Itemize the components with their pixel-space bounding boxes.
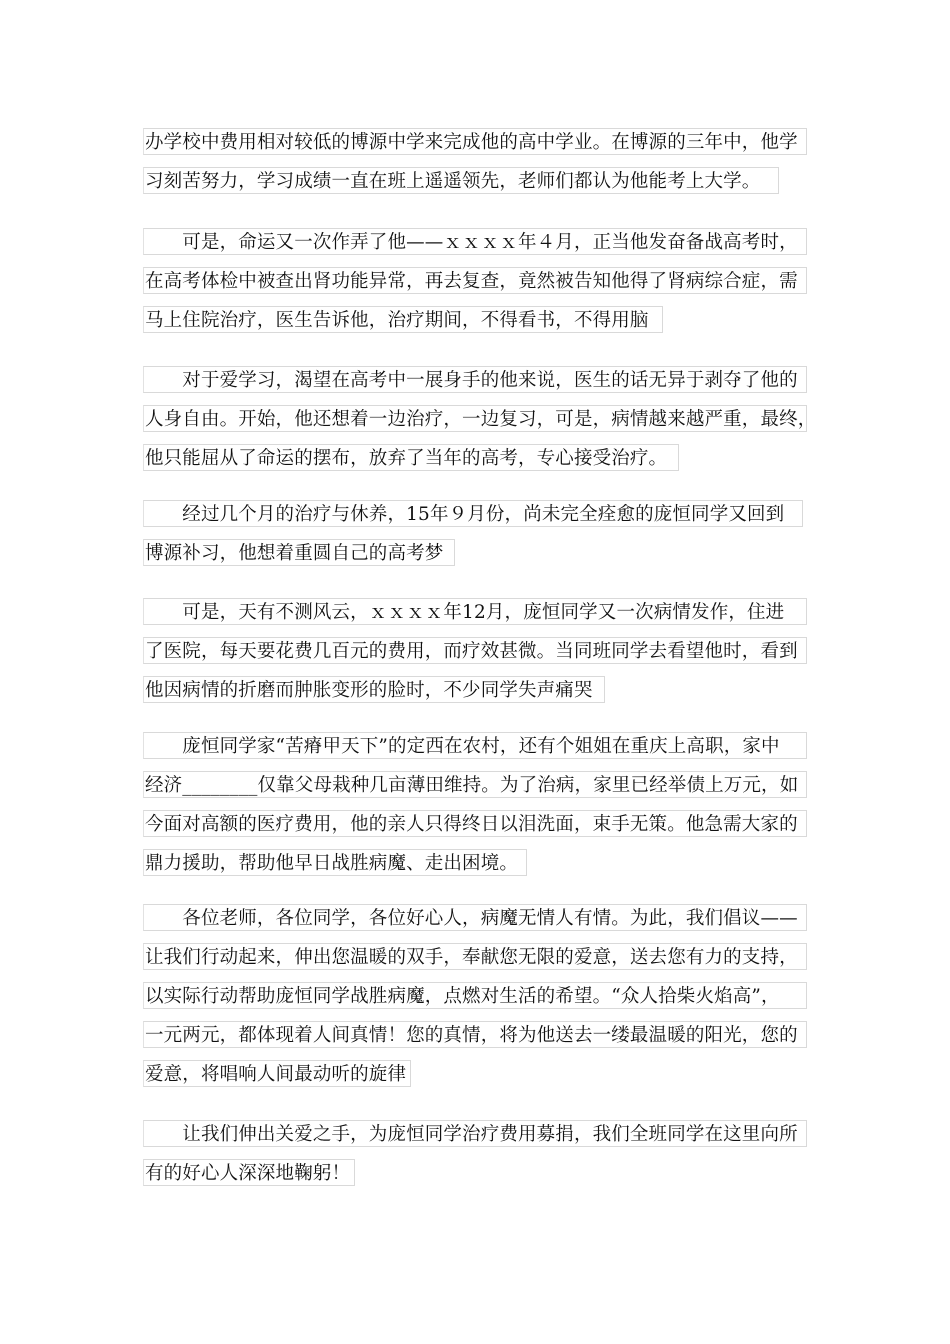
line-text: 博源补习，他想着重圆自己的高考梦 bbox=[143, 539, 455, 566]
text-line bbox=[143, 300, 811, 339]
line-text: 爱意，将唱响人间最动听的旋律 bbox=[143, 1060, 411, 1087]
line-text: 办学校中费用相对较低的博源中学来完成他的高中学业。在博源的三年中，他学 bbox=[143, 128, 807, 155]
text-line bbox=[143, 670, 811, 709]
paragraph-2 bbox=[143, 222, 811, 339]
text-line bbox=[143, 222, 811, 261]
text-line bbox=[143, 533, 811, 572]
line-text: 以实际行动帮助庞恒同学战胜病魔，点燃对生活的希望。“众人拾柴火焰高”， bbox=[143, 982, 807, 1009]
text-line bbox=[143, 1114, 811, 1153]
line-text: 在高考体检中被查出肾功能异常，再去复查，竟然被告知他得了肾病综合症，需 bbox=[143, 267, 807, 294]
text-line bbox=[143, 494, 811, 533]
text-line bbox=[143, 161, 811, 200]
text-line bbox=[143, 399, 817, 438]
line-text: 经济________仅靠父母栽种几亩薄田维持。为了治病，家里已经举债上万元，如 bbox=[143, 771, 807, 798]
line-text: 庞恒同学家“苦瘠甲天下”的定西在农村，还有个姐姐在重庆上高职，家中 bbox=[143, 732, 807, 759]
paragraph-1 bbox=[143, 122, 811, 200]
line-text: 马上住院治疗，医生告诉他，治疗期间，不得看书，不得用脑 bbox=[143, 306, 663, 333]
line-text: 有的好心人深深地鞠躬！ bbox=[143, 1159, 355, 1186]
line-text: 经过几个月的治疗与休养，15年９月份，尚未完全痊愈的庞恒同学又回到 bbox=[143, 500, 803, 527]
line-text: 习刻苦努力，学习成绩一直在班上遥遥领先，老师们都认为他能考上大学。 bbox=[143, 167, 779, 194]
text-line bbox=[143, 261, 811, 300]
paragraph-5 bbox=[143, 592, 811, 709]
line-text: 他只能屈从了命运的摆布，放弃了当年的高考，专心接受治疗。 bbox=[143, 444, 679, 471]
line-text: 一元两元，都体现着人间真情！您的真情，将为他送去一缕最温暖的阳光，您的 bbox=[143, 1021, 807, 1048]
line-text: 让我们伸出关爱之手，为庞恒同学治疗费用募捐，我们全班同学在这里向所 bbox=[143, 1120, 807, 1147]
text-line bbox=[143, 804, 811, 843]
text-line bbox=[143, 976, 811, 1015]
text-line bbox=[143, 592, 811, 631]
line-text: 鼎力援助，帮助他早日战胜病魔、走出困境。 bbox=[143, 849, 527, 876]
text-line bbox=[143, 726, 811, 765]
text-line bbox=[143, 1153, 811, 1192]
text-line bbox=[143, 1054, 811, 1093]
line-text: 让我们行动起来，伸出您温暖的双手，奉献您无限的爱意，送去您有力的支持， bbox=[143, 943, 807, 970]
line-text: 对于爱学习，渴望在高考中一展身手的他来说，医生的话无异于剥夺了他的 bbox=[143, 366, 807, 393]
line-text: 可是，命运又一次作弄了他——ｘｘｘｘ年４月，正当他发奋备战高考时， bbox=[143, 228, 807, 255]
text-line bbox=[143, 843, 811, 882]
line-text: 人身自由。开始，他还想着一边治疗，一边复习，可是，病情越来越严重，最终， bbox=[143, 405, 807, 432]
text-line bbox=[143, 765, 811, 804]
text-line bbox=[143, 122, 811, 161]
paragraph-7 bbox=[143, 898, 811, 1093]
paragraph-6 bbox=[143, 726, 811, 882]
paragraph-8 bbox=[143, 1114, 811, 1192]
text-line bbox=[143, 1015, 811, 1054]
paragraph-3 bbox=[143, 360, 817, 477]
text-line bbox=[143, 937, 811, 976]
text-line bbox=[143, 438, 811, 477]
text-line bbox=[143, 360, 811, 399]
text-line bbox=[143, 898, 811, 937]
line-text: 他因病情的折磨而肿胀变形的脸时，不少同学失声痛哭 bbox=[143, 676, 605, 703]
line-text: 今面对高额的医疗费用，他的亲人只得终日以泪洗面，束手无策。他急需大家的 bbox=[143, 810, 807, 837]
line-text: 了医院，每天要花费几百元的费用，而疗效甚微。当同班同学去看望他时，看到 bbox=[143, 637, 807, 664]
text-line bbox=[143, 631, 811, 670]
paragraph-4 bbox=[143, 494, 811, 572]
line-text: 各位老师，各位同学，各位好心人，病魔无情人有情。为此，我们倡议—— bbox=[143, 904, 807, 931]
line-text: 可是，天有不测风云，ｘｘｘｘ年12月，庞恒同学又一次病情发作，住进 bbox=[143, 598, 807, 625]
